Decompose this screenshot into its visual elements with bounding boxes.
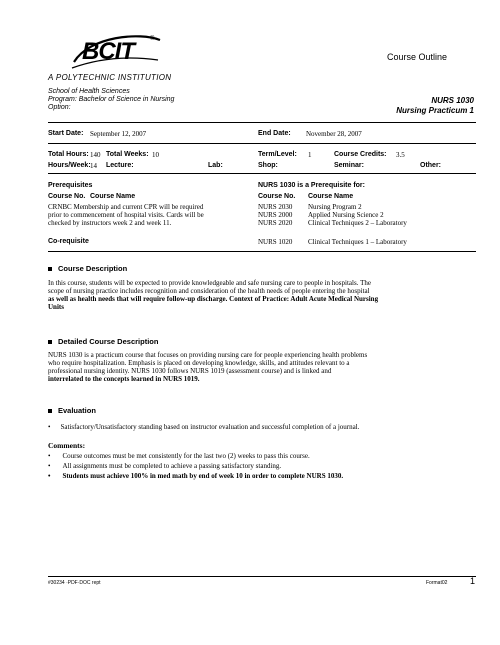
prereq-line: prior to commencement of hospital visits. Cards will be [48, 211, 204, 219]
coreq-label: Co-requisite [48, 238, 89, 245]
prereq-for-row-name: Nursing Program 2 [308, 203, 362, 211]
other-label: Other: [420, 162, 441, 169]
course-code: NURS 1030 [431, 96, 474, 105]
end-date-value: November 28, 2007 [306, 130, 362, 138]
hours-week-label: Hours/Week: [48, 162, 91, 169]
total-hours-label: Total Hours: [48, 151, 89, 158]
tagline: A POLYTECHNIC INSTITUTION [48, 73, 172, 82]
prereq-for-row-no: NURS 2020 [258, 219, 293, 227]
bullet-dot-icon: • [48, 452, 51, 460]
divider-info-2 [48, 173, 476, 174]
prereq-col-name: Course Name [90, 193, 136, 200]
coreq-no: NURS 1020 [258, 238, 293, 246]
school-block [48, 88, 174, 112]
prereq-line: CRNBC Membership and current CPR will be required [48, 203, 204, 211]
course-description-body [48, 279, 478, 311]
credits-label: Course Credits: [334, 151, 387, 158]
course-description-line: In this course, students will be expected to provide knowledgeable and safe nursing care to people in hospitals. The [48, 279, 371, 287]
total-weeks-label: Total Weeks: [106, 151, 149, 158]
evaluation-title: Evaluation [58, 406, 96, 415]
detailed-description-line: interrelated to the concepts learned in NURS 1019. [48, 375, 200, 383]
credits-value: 3.5 [396, 151, 405, 159]
doc-type: Course Outline [387, 52, 448, 62]
footer-left: #30234 ·PDF·DOC rept [48, 580, 101, 586]
course-name: Nursing Practicum 1 [396, 106, 474, 115]
bullet-dot-icon: • [48, 472, 51, 480]
prereq-for-names [308, 203, 407, 227]
total-weeks-value: 10 [152, 151, 159, 159]
course-description-line: scope of nursing practice includes recognition and consideration of the health needs of people entering the hospital [48, 287, 370, 295]
comment-text: Students must achieve 100% in med math by end of week 10 in order to complete NURS 1030. [62, 472, 344, 480]
prereq-for-col-name: Course Name [308, 193, 354, 200]
detailed-description-title: Detailed Course Description [58, 337, 159, 346]
prereq-for-row-no: NURS 2030 [258, 203, 293, 211]
shop-label: Shop: [258, 162, 278, 169]
seminar-label: Seminar: [334, 162, 364, 169]
evaluation-item [48, 423, 478, 431]
course-title-block [396, 96, 474, 116]
comment-item [48, 471, 478, 481]
course-description-title: Course Description [58, 264, 128, 273]
logo-trademark: ® [150, 36, 155, 42]
option-label: Option: [48, 104, 71, 111]
detailed-description-line: professional nursing identity. NURS 1030 follows NURS 1019 (assessment course) and is linked and [48, 367, 332, 375]
bullet-square-icon [48, 409, 52, 413]
bullet-square-icon [48, 340, 52, 344]
bullet-dot-icon: • [48, 423, 51, 431]
footer-format: Format02 [426, 580, 448, 586]
bullet-square-icon [48, 267, 52, 271]
comment-text: Course outcomes must be met consistently for the last two (2) weeks to pass this course. [62, 452, 310, 460]
prereq-for-col-no: Course No. [258, 193, 296, 200]
evaluation-heading [48, 406, 96, 415]
comment-item [48, 451, 478, 461]
bullet-dot-icon: • [48, 462, 51, 470]
prereq-for-nos [258, 203, 292, 227]
divider-info-1 [48, 143, 476, 144]
term-label: Term/Level: [258, 151, 297, 158]
prereq-col-no: Course No. [48, 193, 86, 200]
divider-top [48, 122, 476, 123]
evaluation-text: Satisfactory/Unsatisfactory standing based on instructor evaluation and successful completion of a journal. [60, 423, 360, 431]
divider-prereq [48, 251, 476, 252]
page-number: 1 [470, 576, 476, 586]
course-description-heading [48, 264, 127, 273]
end-date-label: End Date: [258, 130, 291, 137]
prereq-title: Prerequisites [48, 182, 93, 189]
detailed-description-line: NURS 1030 is a practicum course that focuses on providing nursing care for people experiencing health problems [48, 351, 368, 359]
lecture-label: Lecture: [106, 162, 134, 169]
course-description-line: Units [48, 303, 64, 311]
coreq-name: Clinical Techniques 1 – Laboratory [308, 238, 407, 246]
start-date-value: September 12, 2007 [90, 130, 147, 138]
comment-item [48, 461, 478, 471]
detailed-description-body [48, 351, 478, 383]
prereq-for-row-name: Applied Nursing Science 2 [308, 211, 384, 219]
hours-week-value: 14 [90, 162, 97, 170]
start-date-label: Start Date: [48, 130, 84, 137]
school-name: School of Health Sciences [48, 88, 130, 95]
comment-text: All assignments must be completed to achieve a passing satisfactory standing. [62, 462, 282, 470]
comments-title: Comments: [48, 441, 86, 450]
total-hours-value: 140 [90, 151, 101, 159]
detailed-description-line: who require hospitalization. Emphasis is placed on developing knowledge, skills, and attitudes relevant to a [48, 359, 350, 367]
course-description-line: as well as health needs that will require follow-up discharge. Context of Practice: Adult Acute Medical Nursing [48, 295, 379, 303]
prereq-for-row-no: NURS 2000 [258, 211, 293, 219]
comments-list [48, 451, 478, 481]
prereq-for-title: NURS 1030 is a Prerequisite for: [258, 182, 365, 189]
prereq-line: checked by instructors week 2 and week 11. [48, 219, 172, 227]
program-name: Program: Bachelor of Science in Nursing [48, 96, 175, 103]
divider-footer [48, 576, 476, 577]
lab-label: Lab: [208, 162, 223, 169]
detailed-description-heading [48, 337, 158, 346]
term-value: 1 [308, 151, 312, 159]
prereq-text [48, 203, 253, 227]
prereq-for-row-name: Clinical Techniques 2 – Laboratory [308, 219, 407, 227]
logo-text: BCIT [82, 38, 134, 65]
